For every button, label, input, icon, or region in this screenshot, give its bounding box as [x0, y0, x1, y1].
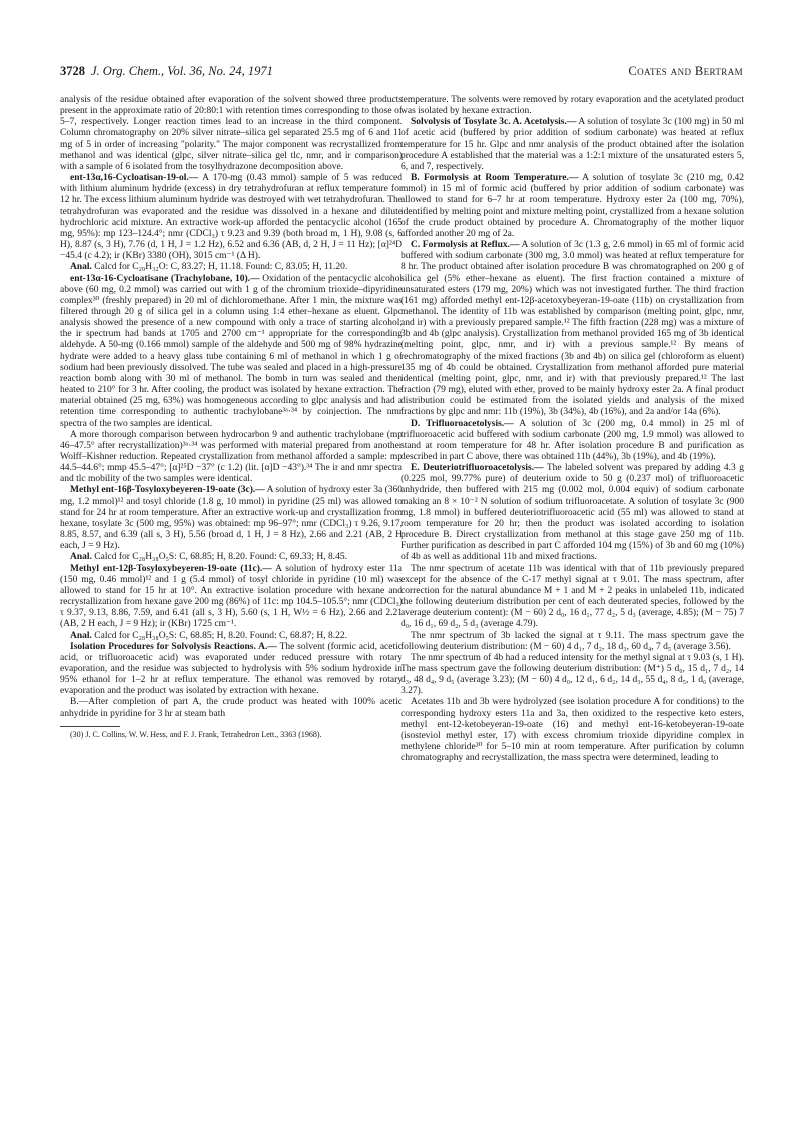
paragraph-heading: Solvolysis of Tosylate 3c. A. Acetolysis.—: [411, 117, 577, 128]
paragraph: [401, 173, 744, 240]
paragraph: [401, 697, 744, 764]
paragraph-text: A solution of 3c (200 mg, 0.4 mmol) in 25 ml of trifluoroacetic acid buffered with sodium carbonate (200 mg, 1.9 mmol) was allowed to stand at room temperature for 48 hr. After isolation procedure B and purification as described in part C above, there was obtained 11b (44%), 3b (19%), and 4b (19%).: [401, 418, 744, 462]
paragraph-text: B.—After completion of part A, the crude product was heated with 100% acetic anhydride in pyridine for 3 hr at steam bath: [60, 697, 402, 719]
paragraph-text: The nmr spectrum of 3b lacked the signal at τ 9.11. The mass spectrum gave the following deuterium distribution: (M − 60) 4 d₁, 7 d₂, 18 d₃, 60 d₄, 7 d₅ (average 3.56).: [401, 630, 744, 652]
paragraph-heading: B. Formolysis at Room Temperature.—: [411, 173, 579, 184]
paragraph: [60, 262, 402, 273]
paragraph-heading: E. Deuteriotrifluoroacetolysis.—: [411, 463, 544, 474]
paragraph-text: Oxidation of the pentacyclic alcohol above (60 mg, 0.2 mmol) was carried out with 1 g of the chromium trioxide–dipyridine complex³⁰ (freshly prepared) in 20 ml of dichloromethane. After 1 min, the mixture was filtered through 20 g of silica gel in a column using 1:4 ether–hexane as eluent. Glpc analysis showed the presence of a new compound with only a trace of starting alcohol; the ir spectrum had bands at 1705 and 2700 cm⁻¹ appropriate for the corresponding aldehyde. A 50-mg (0.166 mmol) sample of the aldehyde and 500 mg of 98% hydrazine hydrate were added to a heavy glass tube containing 6 ml of methanol in which 1 g of sodium had been previously dissolved. The tube was sealed and placed in a high-pressure reaction bomb along with 30 ml of methanol. The bomb in turn was sealed and then heated to 210° for 3 hr. After cooling, the product was isolated by hexane extraction. The material obtained (25 mg, 63%) was homogeneous according to glpc analysis and had a retention time corresponding to authentic trachylobane³ᵃ·³⁴ by coinjection. The nmr spectra of the two samples are identical.: [60, 273, 403, 429]
paragraph: [401, 419, 744, 464]
paragraph-text: analysis of the residue obtained after evaporation of the solvent showed three products present in the approximate ratio of 20:80:1 with retention times corresponding to those of 5–7, respectively. Longer reaction times lead to an increase in the third component. Column chromatography on 20% silver nitrate–silica gel separated 25.5 mg of 6 and 11 mg of 5 in order of increasing "polarity." The major component was recrystallized from methanol and was identical (glpc, silver nitrate–silica gel tlc, nmr, and ir comparison) with a sample of 6 isolated from the tosylhydrazone decomposition above.: [60, 95, 402, 172]
journal-citation: J. Org. Chem., Vol. 36, No. 24, 1971: [91, 64, 273, 78]
paragraph-text: Acetates 11b and 3b were hydrolyzed (see isolation procedure A for conditions) to the corresponding hydroxy esters 11a and 3a, then oxidized to the respective keto esters, methyl ent-12-ketobeyeran-19-oate (16) and methyl ent-16-ketobeyeran-19-oate (isosteviol methyl ester, 17) with excess chromium trioxide dipyridine complex in methylene chloride³⁰ for 5–10 min at room temperature. After purification by column chromatography and recrystallization, the mass spectra were determined, leading to: [401, 697, 744, 764]
paragraph: [401, 564, 744, 631]
paragraph: [60, 485, 402, 552]
paragraph-text: Calcd for C₂₀H₃₂O: C, 83.27; H, 11.18. Found: C, 83.05; H, 11.20.: [94, 262, 348, 273]
paragraph-text: A solution of tosylate 3c (210 mg, 0.42 mmol) in 15 ml of formic acid (buffered by prior addition of sodium carbonate) was allowed to stand for 6–7 hr at room temperature. Hydroxy ester 2a (100 mg, 70%), identified by melting point and mixture melting point, crystallized from a hexane solution of the crude product obtained by procedure A. Chromatography of the mother liquor afforded another 20 mg of 2a.: [401, 173, 744, 239]
paragraph: [60, 552, 402, 563]
paragraph: [60, 95, 402, 173]
paragraph-text: The solvent (formic acid, acetic acid, or trifluoroacetic acid) was evaporated under reduced pressure with rotary evaporation, and the residue was subjected to hydrolysis with 5% sodium hydroxide in 95% ethanol for 1–2 hr at reflux temperature. The ethanol was removed by rotary evaporation and the product was isolated by extraction with hexane.: [60, 641, 402, 697]
paragraph-text: A solution of tosylate 3c (100 mg) in 50 ml of acetic acid (buffered by prior addition of sodium carbonate) was heated at reflux temperature for 15 hr. Glpc and nmr analysis of the product obtained after the isolation procedure A established that the material was a 1:2:1 mixture of the unsaturated esters 5, 6, and 7, respectively.: [401, 117, 745, 172]
paragraph: [401, 240, 744, 419]
paragraph-heading: ent-13α,16-Cycloatisan-19-ol.—: [70, 173, 199, 184]
paragraph: [60, 173, 402, 262]
paragraph-heading: Isolation Procedures for Solvolysis Reactions. A.—: [70, 641, 277, 652]
paragraph-text: A 170-mg (0.43 mmol) sample of 5 was reduced with lithium aluminum hydride (excess) in dry tetrahydrofuran at reflux temperature for 12 hr. The excess lithium aluminum hydride was destroyed with wet tetrahydrofuran. The tetrahydrofuran was evaporated and the residue was dissolved in a hexane and dilute hydrochloric acid mixture. An extractive work-up afforded the pentacyclic alcohol (165 mg, 95%): mp 123–124.4°; nmr (CDCl₃) τ 9.23 and 9.39 (both broad m, 1 H), 9.08 (s, 6 H), 8.87 (s, 3 H), 7.76 (d, 1 H, J = 1.2 Hz), 6.52 and 6.36 (AB, d, 2 H, J = 11 Hz); [α]²⁴D −45.4 (c 4.2); ir (KBr) 3380 (OH), 3015 cm⁻¹ (Δ H).: [60, 173, 402, 262]
paragraph: [401, 95, 744, 117]
page-number: 3728: [60, 64, 85, 78]
paragraph-heading: D. Trifluoroacetolysis.—: [411, 418, 514, 429]
footnote-rule: [60, 726, 120, 727]
paragraph: [401, 631, 744, 653]
paragraph: [60, 631, 402, 642]
paragraph-text: A solution of hydroxy ester 3a (360 mg, 1.2 mmol)¹² and tosyl chloride (1.8 g, 10 mmol) in pyridine (25 ml) was allowed to stand for 24 hr at room temperature. After an extractive work-up and crystallization from hexane, tosylate 3c (500 mg, 95%) was obtained: mp 96–97°; nmr (CDCl₃) τ 9.26, 9.17, 8.85, 8.57, and 6.39 (all s, 3 H), 5.56 (broad d, 1 H, J = 8 Hz), 2.66 and 2.21 (AB, 2 H each, J = 9 Hz).: [60, 485, 402, 552]
paragraph-text: Calcd for C₂₈H₃₈O₅S: C, 68.85; H, 8.20. Found: C, 69.33; H, 8.45.: [94, 552, 348, 563]
running-header: [60, 64, 743, 84]
paragraph: [401, 653, 744, 698]
paragraph-text: The nmr spectrum of 4b had a reduced intensity for the methyl signal at τ 9.03 (s, 1 H). The mass spectrum gave the following deuterium distribution: (M⁺) 5 d₀, 15 d₁, 7 d₂, 14 d₃, 48 d₄, 9 d₅ (average 3.23); (M − 60) 4 d₀, 12 d₁, 6 d₂, 14 d₃, 55 d₄, 8 d₅, 1 d₆ (average, 3.27).: [401, 652, 744, 697]
paragraph-heading: Anal.: [70, 262, 92, 273]
paragraph-text: The nmr spectrum of acetate 11b was identical with that of 11b previously prepared except for the absence of the C-17 methyl signal at τ 9.01. The mass spectrum, after correction for the natural abundance M + 1 and M + 2 peaks in unlabeled 11b, indicated the following deuterium distribution per cent of each deuterated species, followed by the average deuterium content): (M − 60) 2 d₀, 16 d₁, 77 d₂, 5 d₃ (average, 4.85); (M − 75) 7 d₀, 16 d₁, 69 d₂, 5 d₃ (average 4.79).: [401, 563, 744, 630]
paragraph: [60, 274, 402, 430]
paragraph-heading: ent-13α-16-Cycloatisane (Trachylobane, 10).—: [70, 273, 260, 284]
paragraph-text: A more thorough comparison between hydrocarbon 9 and authentic trachylobane (mp 46–47.5° after recrystallization)³ᵃ·³⁴ was performed with material prepared from another Wolff–Kishner reduction. Repeated crystallization from methanol afforded a sample: mp 44.5–44.6°; mmp 45.5–47°; [α]²⁵D −37° (c 1.2) (lit. [α]D −43°).³⁴ The ir and nmr spectra and tlc mobility of the two samples were identical.: [60, 429, 402, 485]
footnote: (30) J. C. Collins, W. W. Hess, and F. J. Frank, Tetrahedron Lett., 3363 (1968).: [70, 729, 322, 739]
header-left: [60, 64, 273, 79]
paragraph: [60, 697, 402, 719]
paragraph-heading: Methyl ent-16β-Tosyloxybeyeren-19-oate (3c).—: [70, 485, 265, 496]
paragraph-heading: C. Formolysis at Reflux.—: [411, 240, 520, 251]
paragraph: [60, 564, 402, 631]
paragraph-heading: Anal.: [70, 552, 92, 563]
paragraph-text: temperature. The solvents were removed by rotary evaporation and the acetylated product was isolated by hexane extraction.: [401, 95, 744, 117]
right-column: [401, 95, 744, 764]
paragraph: [401, 463, 744, 563]
left-column: [60, 95, 402, 740]
paragraph: [60, 430, 402, 486]
paragraph-text: A solution of hydroxy ester 11a (150 mg, 0.46 mmol)¹² and 1 g (5.4 mmol) of tosyl chloride in pyridine (10 ml) was allowed to stand for 15 hr at 10°. An extractive isolation procedure with hexane and recrystallization from hexane gave 200 mg (86%) of 11c: mp 104.5–105.5°; nmr (CDCl₃) τ 9.37, 9.13, 8.86, 7.59, and 6.41 (all s, 3 H), 5.60 (s, 1 H, W½ = 6 Hz), 2.66 and 2.21 (AB, 2 H each, J = 9 Hz); ir (KBr) 1725 cm⁻¹.: [60, 563, 402, 630]
author-names: Coates and Bertram: [628, 64, 743, 78]
paragraph-heading: Methyl ent-12β-Tosyloxybeyeren-19-oate (11c).—: [70, 563, 272, 574]
paragraph-text: A solution of 3c (1.3 g, 2.6 mmol) in 65 ml of formic acid buffered with sodium carbonate (300 mg, 3.0 mmol) was heated at reflux temperature for 8 hr. The product obtained after isolation procedure B was chromatographed on 200 g of silica gel (5% ether–hexane as eluent). The first fraction contained a mixture of unsaturated esters (179 mg, 20%) which was not investigated further. The third fraction (161 mg) afforded methyl ent-12β-acetoxybeyeran-19-oate (11b) on crystallization from methanol. The identity of 11b was established by comparison (melting point, glpc, nmr, and ir) with a previously prepared sample.¹² The fifth fraction (228 mg) was a mixture of 3b and 4b (glpc analysis). Crystallization from methanol provided 165 mg of 3b identical (melting point, glpc, nmr, and ir) with a previous sample.¹² By means of rechromatography of the mixed fractions (3b and 4b) on silica gel (chloroform as eluent) 135 mg of 4b could be obtained. Crystallization from methanol afforded pure material identical (melting point, glpc, nmr, and ir) with that previously prepared.¹² The last fraction (79 mg), eluted with ether, proved to be mainly hydroxy ester 2a. A final product distribution could be estimated from the isolated yields and analysis of the mixed fractions by glpc and nmr: 11b (19%), 3b (34%), 4b (16%), and 2a and/or 14a (6%).: [401, 240, 744, 418]
paragraph: [401, 117, 744, 173]
paragraph-text: The labeled solvent was prepared by adding 4.3 g (0.225 mol, 99.77% pure) of deuterium oxide to 50 g (0.237 mol) of trifluoroacetic anhydride, then buffered with 215 mg (0.002 mol, 0.004 equiv) of sodium carbonate making an 8 × 10⁻² N solution of sodium trifluoroacetate. A solution of tosylate 3c (900 mg, 1.8 mmol) in buffered deuteriotrifluoroacetic acid (55 ml) was allowed to stand at room temperature for 20 hr; then the product was isolated according to isolation procedure B. Direct crystallization from methanol at this stage gave 250 mg of 11b. Further purification as described in part C afforded 104 mg (15%) of 3b and 60 mg (10%) of 4b as well as additional 11b and mixed fractions.: [401, 463, 744, 563]
paragraph-heading: Anal.: [70, 630, 92, 641]
paragraph: [60, 642, 402, 698]
paragraph-text: Calcd for C₂₈H₃₈O₅S: C, 68.85; H, 8.20. Found: C, 68.87; H, 8.22.: [94, 630, 348, 641]
